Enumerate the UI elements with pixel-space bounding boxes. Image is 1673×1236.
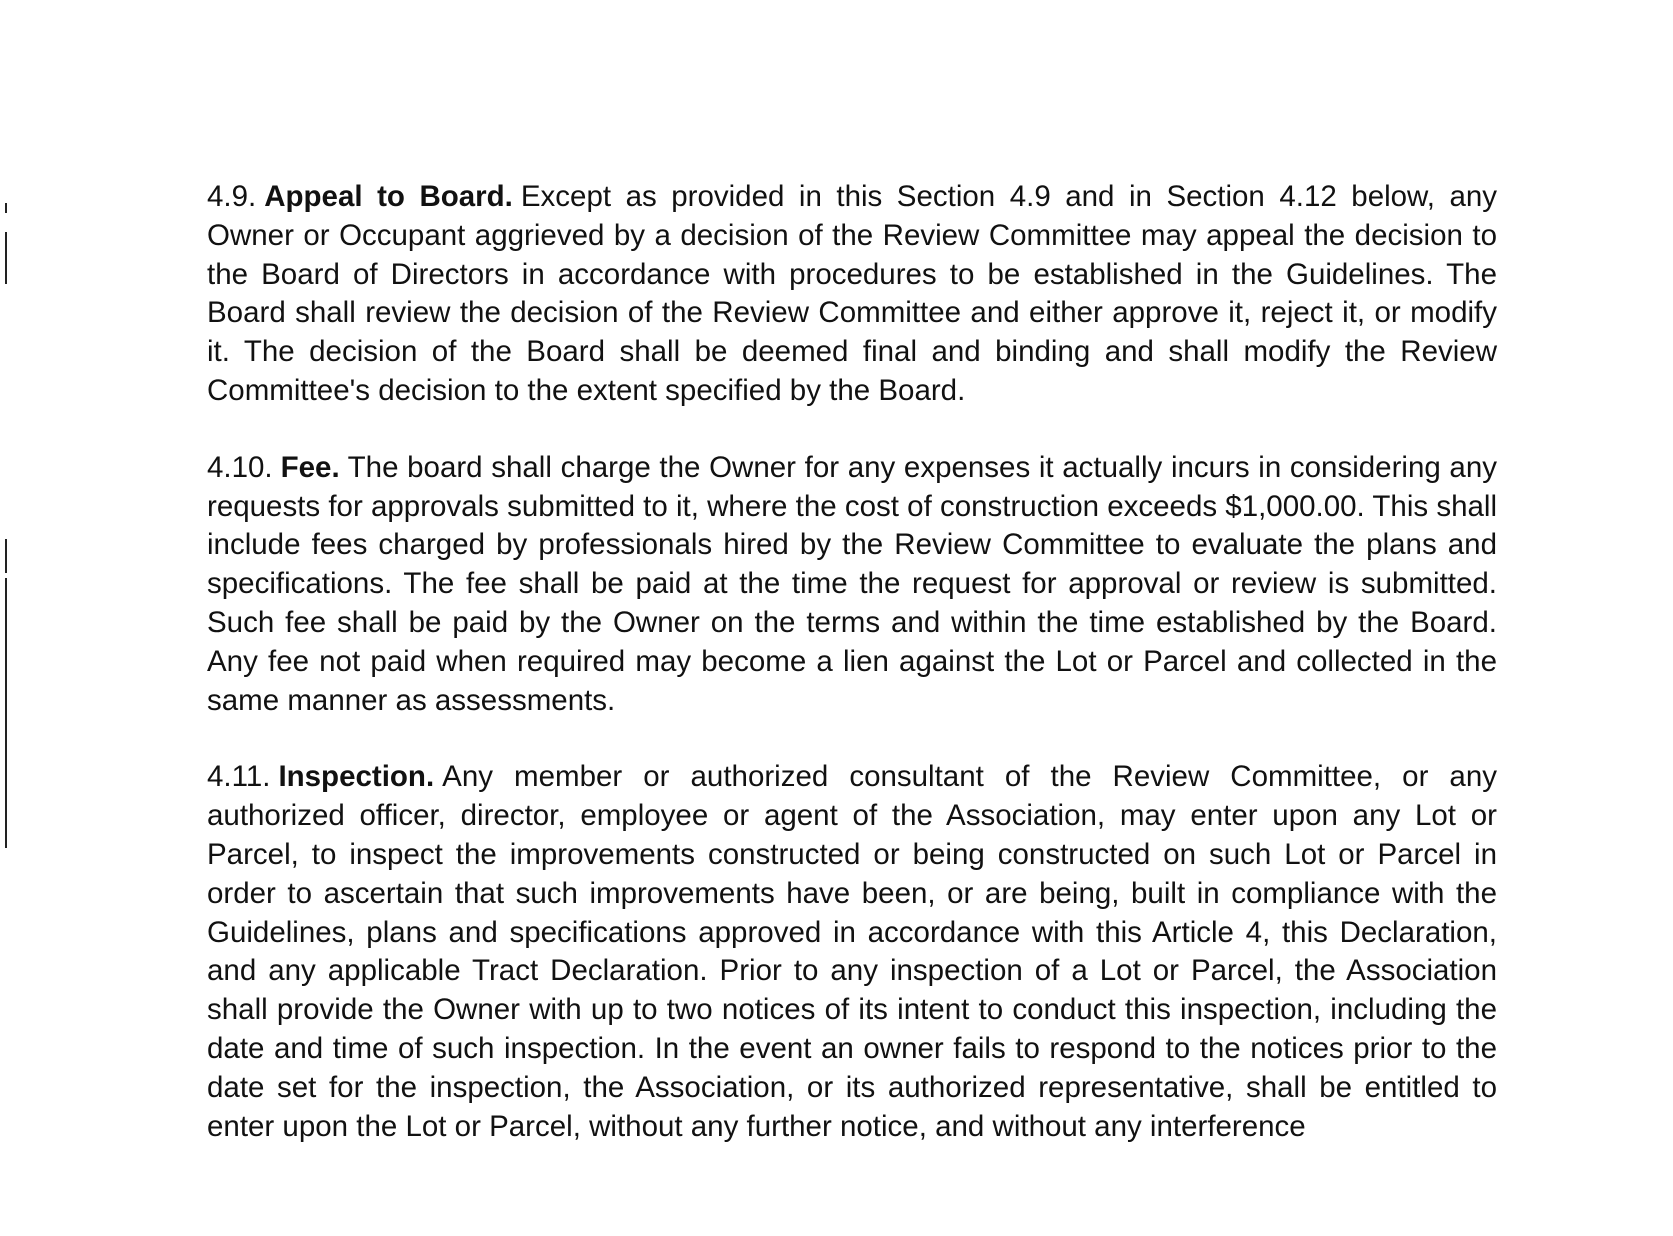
section-number: 4.10. bbox=[207, 450, 273, 484]
section-4-9 bbox=[207, 178, 1497, 411]
section-text: Except as provided in this Section 4.9 and in Section 4.12 below, any Owner or Occupant aggrieved by a decision of the Review Committee may appeal the decision to the Board of Directors in accordance with procedures to be established in the Guidelines. The Board shall review the decision of the Review Committee and either approve it, reject it, or modify it. The decision of the Board shall be deemed final and binding and shall modify the Review Committee's decision to the extent specified by the Board. bbox=[207, 180, 1498, 407]
section-4-11 bbox=[207, 758, 1497, 1146]
revision-bar bbox=[5, 539, 7, 573]
revision-bar bbox=[5, 232, 7, 284]
section-heading: Inspection. bbox=[278, 760, 435, 794]
section-heading: Fee. bbox=[280, 450, 340, 484]
section-4-10 bbox=[207, 449, 1497, 721]
document-body bbox=[207, 178, 1497, 1184]
section-heading: Appeal to Board. bbox=[264, 180, 513, 213]
revision-bar bbox=[5, 578, 7, 848]
revision-bar bbox=[5, 203, 7, 213]
section-number: 4.11. bbox=[207, 760, 271, 794]
section-number: 4.9. bbox=[207, 180, 257, 213]
section-text: The board shall charge the Owner for any expenses it actually incurs in considering any requests for approvals submitted to it, where the cost of construction exceeds $1,000.00. This shall include fees charged by professionals hired by the Review Committee to evaluate the plans and specifications. The fee shall be paid at the time the request for approval or review is submitted. Such fee shall be paid by the Owner on the terms and within the time established by the Board. Any fee not paid when required may become a lien against the Lot or Parcel and collected in the same manner as assessments. bbox=[207, 450, 1497, 717]
section-text: Any member or authorized consultant of the Review Committee, or any authorized officer, director, employee or agent of the Association, may enter upon any Lot or Parcel, to inspect the improvements constructed or being constructed on such Lot or Parcel in order to ascertain that such improvements have been, or are being, built in compliance with the Guidelines, plans and specifications approved in accordance with this Article 4, this Declaration, and any applicable Tract Declaration. Prior to any inspection of a Lot or Parcel, the Association shall provide the Owner with up to two notices of its intent to conduct this inspection, including the date and time of such inspection. In the event an owner fails to respond to the notices prior to the date set for the inspection, the Association, or its authorized representative, shall be entitled to enter upon the Lot or Parcel, without any further notice, and without any interference bbox=[207, 760, 1497, 1143]
